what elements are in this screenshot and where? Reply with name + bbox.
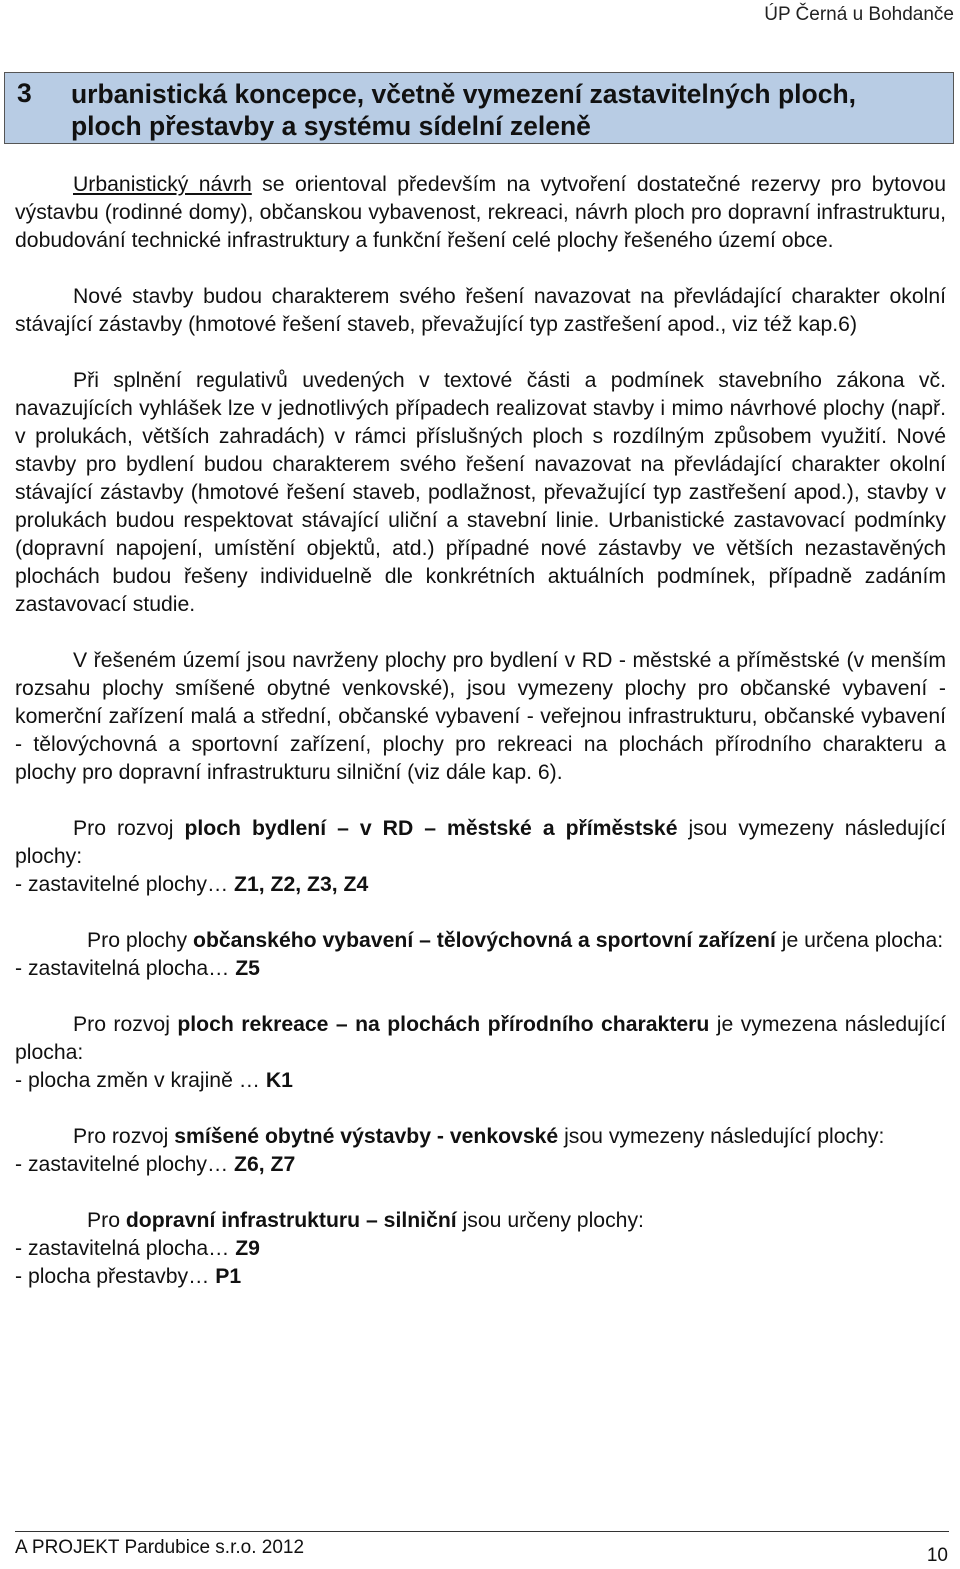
paragraph-area-overview: V řešeném území jsou navrženy plochy pro bydlení v RD - městské a příměstské (v menším rozsahu plochy smíšené obytné venkovské), jsou vymezeny plochy pro občanské vybavení - komerční zařízení malá a střední, občanské vybavení - veřejnou infrastrukturu, občanské vybavení - tělovýchovná a sportovní zařízení, plochy pro rekreaci na plochách přírodního charakteru a plochy pro dopravní infrastrukturu silniční (viz dále kap. 6). bbox=[15, 649, 946, 784]
plot-codes: K1 bbox=[265, 1069, 293, 1092]
urbanisticky-navrh-link: Urbanistický návrh bbox=[73, 173, 252, 196]
footer-divider bbox=[15, 1531, 949, 1532]
footer-company: A PROJEKT Pardubice s.r.o. 2012 bbox=[15, 1537, 305, 1558]
section-heading-box bbox=[4, 72, 954, 144]
page-number: 10 bbox=[926, 1545, 948, 1566]
plot-codes: Z9 bbox=[235, 1237, 260, 1260]
block-civic-amenities: Pro plochy občanského vybavení – tělovýchovná a sportovní zařízení je určena plocha: - zastavitelná plocha… Z5 bbox=[15, 929, 944, 980]
document-body bbox=[15, 171, 946, 1319]
block-mixed-residential: Pro rozvoj smíšené obytné výstavby - venkovské jsou vymezeny následující plochy: - zastavitelné plochy… Z6, Z7 bbox=[15, 1125, 885, 1176]
paragraph-intro: Urbanistický návrh se orientoval především na vytvoření dostatečné rezervy pro bytovou výstavbu (rodinné domy), občanskou vybavenost, rekreaci, návrh ploch pro dopravní infrastrukturu, dobudování technické infrastruktury a funkční řešení celé plochy řešeného území obce. bbox=[15, 173, 946, 252]
section-title: urbanistická koncepce, včetně vymezení zastavitelných ploch, ploch přestavby a systému sídelní zeleně bbox=[71, 79, 857, 141]
block-transport: Pro dopravní infrastrukturu – silniční jsou určeny plochy: - zastavitelná plocha… Z9 - plocha přestavby… P1 bbox=[15, 1209, 644, 1288]
paragraph-regulations: Při splnění regulativů uvedených v textové části a podmínek stavebního zákona vč. navazujících vyhlášek lze v jednotlivých případech realizovat stavby i mimo návrhové plochy (např. v prolukách, větších zahradách) v rámci příslušných ploch s rozdílným způsobem využití. Nové stavby pro bydlení budou charakterem svého řešení navazovat na převládající charakter okolní stávající zástavby (hmotové řešení staveb, podlažnost, převažující typ zastřešení apod.), stavby v prolukách budou respektovat stávající uliční a stavební linie. Urbanistické zastavovací podmínky (dopravní napojení, umístění objektů, atd.) případné nové zástavby ve větších nezastavěných plochách budou řešeny individuelně dle konkrétních aktuálních podmínek, případně zadáním zastavovací studie. bbox=[15, 369, 946, 616]
block-recreation: Pro rozvoj ploch rekreace – na plochách přírodního charakteru je vymezena následující plocha: - plocha změn v krajině … K1 bbox=[15, 1013, 946, 1092]
block-housing: Pro rozvoj ploch bydlení – v RD – městské a příměstské jsou vymezeny následující plochy: - zastavitelné plochy… Z1, Z2, Z3, Z4 bbox=[15, 817, 946, 896]
plot-codes: Z5 bbox=[235, 957, 260, 980]
document-header-title: ÚP Černá u Bohdanče bbox=[764, 4, 954, 25]
paragraph-new-buildings: Nové stavby budou charakterem svého řešení navazovat na převládající charakter okolní stávající zástavby (hmotové řešení staveb, převažující typ zastřešení apod., viz též kap.6) bbox=[15, 285, 946, 336]
plot-codes: P1 bbox=[215, 1265, 242, 1288]
section-number: 3 bbox=[17, 78, 32, 108]
plot-codes: Z1, Z2, Z3, Z4 bbox=[234, 873, 369, 896]
plot-codes: Z6, Z7 bbox=[234, 1153, 296, 1176]
